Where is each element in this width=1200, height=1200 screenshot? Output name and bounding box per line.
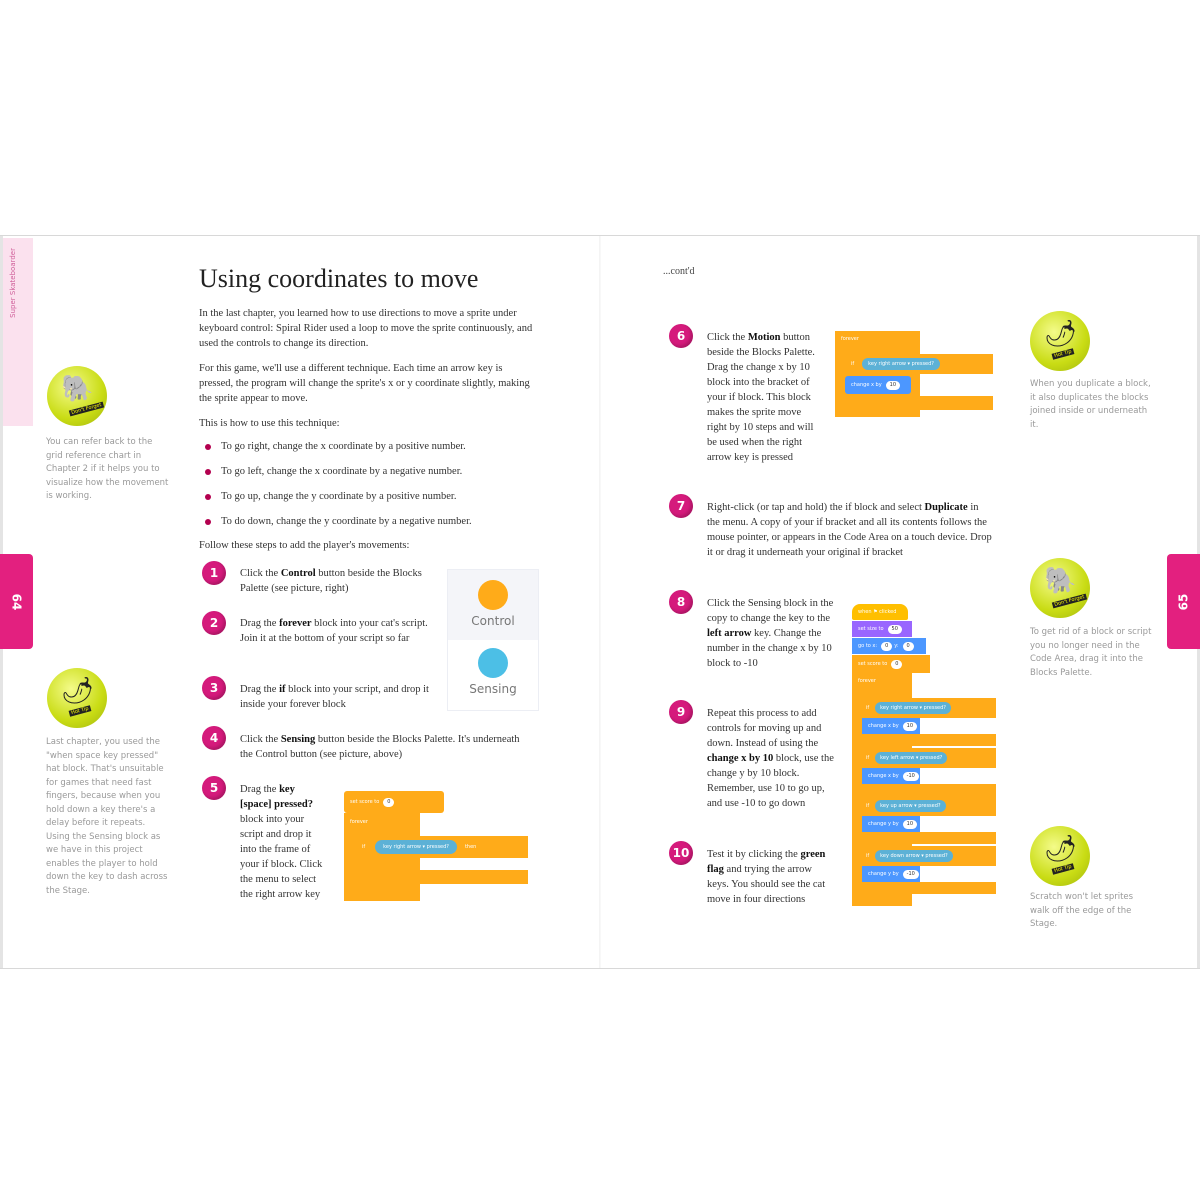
step-text: Drag the key [space] pressed? block into your script and drop it into the frame of your if block. Click the menu to select the right arrow key bbox=[240, 784, 323, 900]
intro-paragraph: For this game, we'll use a different technique. Each time an arrow key is pressed, the program will change the sprite's x or y coordinate slightly, making the sprite appear to move. bbox=[199, 363, 530, 404]
forever-block: forever bbox=[852, 673, 912, 906]
step-number: 2 bbox=[202, 611, 226, 635]
set-score-block: set score to 0 bbox=[344, 791, 444, 813]
step-number: 3 bbox=[202, 676, 226, 700]
hot-tip-icon: 🌶 Hot Tip bbox=[1030, 311, 1090, 371]
dont-forget-icon: 🐘 Don't Forget bbox=[1030, 558, 1090, 618]
hint-text: To get rid of a block or script you no longer need in the Code Area, drag it into the Blocks Palette. bbox=[1030, 627, 1152, 678]
step-number: 1 bbox=[202, 561, 226, 585]
chapter-tab bbox=[3, 238, 33, 426]
if-end bbox=[860, 832, 996, 844]
bullet-item: To go left, change the x coordinate by a negative number. bbox=[205, 466, 462, 477]
control-label: Control bbox=[471, 614, 515, 628]
hint-text: When you duplicate a block, it also duplicates the blocks joined inside or underneath it. bbox=[1030, 379, 1151, 430]
step-number: 6 bbox=[669, 324, 693, 348]
hot-tip-icon: 🌶 Hot Tip bbox=[47, 668, 107, 728]
page-number-text: 64 bbox=[9, 593, 24, 610]
page-number-text: 65 bbox=[1176, 593, 1191, 610]
step-number: 9 bbox=[669, 700, 693, 724]
set-score-block: set score to 0 bbox=[852, 655, 930, 673]
if-end bbox=[860, 734, 996, 746]
hint-text: Scratch won't let sprites walk off the edge of the Stage. bbox=[1030, 892, 1134, 929]
step-text: Click the Sensing block in the copy to change the key to the left arrow key. Change the number in the change x by 10 block to -10 bbox=[707, 598, 834, 669]
forever-block: forever bbox=[344, 813, 420, 901]
hint-text: You can refer back to the grid reference chart in Chapter 2 if it helps you to visualize how the movement is working. bbox=[46, 437, 169, 501]
gutter bbox=[599, 236, 601, 968]
change-y-block: change y by 10 bbox=[862, 816, 920, 832]
step-text: Drag the forever block into your cat's script. Join it at the bottom of your script so far bbox=[240, 618, 428, 644]
if-end bbox=[860, 784, 996, 796]
if-end bbox=[845, 396, 993, 410]
intro-paragraph: In the last chapter, you learned how to use directions to move a sprite under keyboard control: Spiral Rider used a loop to move the sprite continuously, and used the controls to change its direction. bbox=[199, 308, 533, 349]
sensing-label: Sensing bbox=[469, 682, 517, 696]
change-x-block: change x by -10 bbox=[862, 768, 920, 784]
page-number-left bbox=[0, 554, 33, 649]
sensing-category[interactable] bbox=[448, 640, 538, 710]
change-x-block: change x by 10 bbox=[845, 376, 911, 394]
step-text: Click the Motion button beside the Blocks Palette. Drag the change x by 10 block into the bracket of your if block. This block makes the sprite move right by 10 steps and will be used when the right arrow key is pressed bbox=[707, 332, 815, 463]
chapter-tab-label: Super Skateboarder bbox=[9, 248, 17, 318]
dont-forget-icon: 🐘 Don't Forget bbox=[47, 366, 107, 426]
follow-text: Follow these steps to add the player's movements: bbox=[199, 540, 410, 551]
step-number: 4 bbox=[202, 726, 226, 750]
step-text: Click the Sensing button beside the Blocks Palette. It's underneath the Control button (see picture, above) bbox=[240, 734, 520, 760]
if-block: if key right arrow ▾ pressed? bbox=[845, 354, 993, 374]
if-block: if key right arrow ▾ pressed? then bbox=[356, 836, 528, 858]
control-category[interactable] bbox=[448, 570, 538, 640]
when-flag-block: when ⚑ clicked bbox=[852, 604, 908, 620]
bullet-item: To go right, change the x coordinate by a positive number. bbox=[205, 441, 466, 452]
page-title: Using coordinates to move bbox=[199, 264, 479, 293]
step-text: Repeat this process to add controls for moving up and down. Instead of using the change x by 10 block, use the change y by 10 block. Remember, use 10 to go up, and use -10 to go down bbox=[707, 708, 834, 809]
if-block-down: if key down arrow ▾ pressed? bbox=[860, 846, 996, 866]
hot-tip-icon: 🌶 Hot Tip bbox=[1030, 826, 1090, 886]
step-number: 8 bbox=[669, 590, 693, 614]
page-number-right bbox=[1167, 554, 1200, 649]
bullet-item: To do down, change the y coordinate by a negative number. bbox=[205, 516, 472, 527]
step-text: Test it by clicking the green flag and trying the arrow keys. You should see the cat move in four directions bbox=[707, 849, 826, 905]
if-block-up: if key up arrow ▾ pressed? bbox=[860, 796, 996, 816]
sensing-dot-icon bbox=[478, 648, 508, 678]
change-x-block: change x by 10 bbox=[862, 718, 920, 734]
if-block-left: if key left arrow ▾ pressed? bbox=[860, 748, 996, 768]
step-number: 7 bbox=[669, 494, 693, 518]
set-size-block: set size to 50 bbox=[852, 621, 912, 637]
hint-text: Last chapter, you used the "when space key pressed" hat block. That's unsuitable for games that need fast fingers, because when you hold down a key there's a delay before it repeats. Using the Sensing block as we have in this project enables the player to hold down the key to dash across the Stage. bbox=[46, 737, 168, 896]
book-spread bbox=[0, 235, 1200, 969]
if-block-right: if key right arrow ▾ pressed? bbox=[860, 698, 996, 718]
step-number: 10 bbox=[669, 841, 693, 865]
go-to-block: go to x: 0 y: 0 bbox=[852, 638, 926, 654]
category-palette bbox=[447, 569, 539, 711]
continued-label: ...cont'd bbox=[663, 266, 695, 277]
intro-paragraph: This is how to use this technique: bbox=[199, 418, 340, 429]
bullet-item: To go up, change the y coordinate by a positive number. bbox=[205, 491, 456, 502]
control-dot-icon bbox=[478, 580, 508, 610]
forever-block: forever bbox=[835, 331, 920, 417]
change-y-block: change y by -10 bbox=[862, 866, 920, 882]
step-text: Drag the if block into your script, and drop it inside your forever block bbox=[240, 684, 429, 710]
if-end bbox=[860, 882, 996, 894]
step-number: 5 bbox=[202, 776, 226, 800]
step-text: Click the Control button beside the Blocks Palette (see picture, right) bbox=[240, 568, 422, 594]
step-text: Right-click (or tap and hold) the if block and select Duplicate in the menu. A copy of your if bracket and all its contents follows the mouse pointer, or appears in the Code Area on a touch device. Drop it or drag it underneath your original if bracket bbox=[707, 502, 992, 558]
if-end bbox=[356, 870, 528, 884]
